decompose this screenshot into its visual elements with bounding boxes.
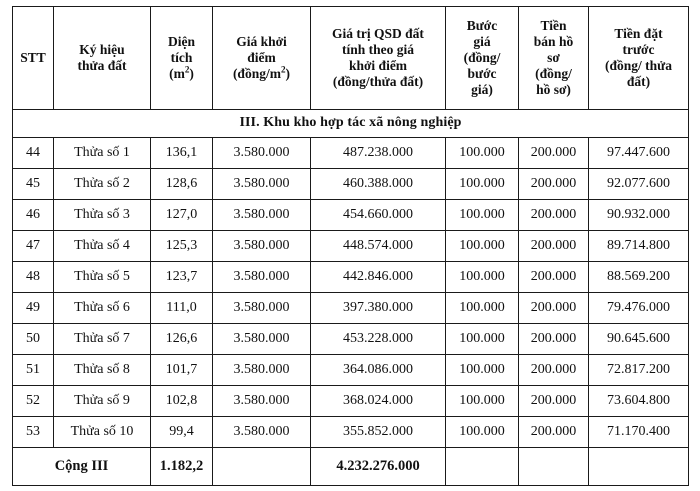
cell-buoc-gia: 100.000	[446, 355, 519, 386]
cell-gia-tri: 442.846.000	[311, 262, 446, 293]
cell-buoc-gia: 100.000	[446, 262, 519, 293]
column-header-gia-tri-qsd-dat	[311, 7, 446, 110]
cell-buoc-gia: 100.000	[446, 138, 519, 169]
cell-gia-khoi-diem: 3.580.000	[213, 386, 311, 417]
cell-buoc-gia: 100.000	[446, 169, 519, 200]
cell-tien-ban-ho-so: 200.000	[519, 262, 589, 293]
total-row	[13, 448, 689, 486]
cell-ky-hieu: Thửa số 6	[54, 293, 151, 324]
cell-stt: 48	[13, 262, 54, 293]
cell-stt: 45	[13, 169, 54, 200]
cell-dien-tich: 123,7	[151, 262, 213, 293]
header-line: $(m^2)$	[169, 64, 194, 81]
cell-gia-khoi-diem: 3.580.000	[213, 138, 311, 169]
total-buoc-gia	[446, 448, 519, 486]
cell-gia-tri: 460.388.000	[311, 169, 446, 200]
cell-stt: 53	[13, 417, 54, 448]
cell-dien-tich: 128,6	[151, 169, 213, 200]
cell-gia-tri: 364.086.000	[311, 355, 446, 386]
cell-ky-hieu: Thửa số 7	[54, 324, 151, 355]
cell-dien-tich: 99,4	[151, 417, 213, 448]
cell-buoc-gia: 100.000	[446, 386, 519, 417]
table-row	[13, 262, 689, 293]
column-header-tien-dat-truoc	[589, 7, 689, 110]
cell-gia-khoi-diem: 3.580.000	[213, 293, 311, 324]
table-row	[13, 200, 689, 231]
cell-tien-ban-ho-so: 200.000	[519, 355, 589, 386]
cell-ky-hieu: Thửa số 10	[54, 417, 151, 448]
cell-tien-dat-truoc: 79.476.000	[589, 293, 689, 324]
header-line: (đồng/	[463, 50, 501, 66]
table-row	[13, 293, 689, 324]
cell-buoc-gia: 100.000	[446, 324, 519, 355]
column-header-dien-tich	[151, 7, 213, 110]
cell-stt: 47	[13, 231, 54, 262]
cell-tien-ban-ho-so: 200.000	[519, 138, 589, 169]
cell-tien-dat-truoc: 97.447.600	[589, 138, 689, 169]
header-line: Bước	[466, 18, 498, 34]
cell-buoc-gia: 100.000	[446, 231, 519, 262]
cell-dien-tich: 126,6	[151, 324, 213, 355]
column-header-buoc-gia	[446, 7, 519, 110]
section-title-row	[13, 110, 689, 138]
cell-tien-dat-truoc: 90.932.000	[589, 200, 689, 231]
table-row	[13, 169, 689, 200]
header-line: sơ	[547, 50, 560, 66]
cell-gia-khoi-diem: 3.580.000	[213, 262, 311, 293]
auction-table-container	[12, 6, 688, 486]
total-gia-tri: 4.232.276.000	[311, 448, 446, 486]
cell-gia-tri: 448.574.000	[311, 231, 446, 262]
table-row	[13, 386, 689, 417]
header-line: tích	[170, 50, 193, 66]
superscript-unit: 2	[184, 64, 190, 75]
cell-ky-hieu: Thửa số 3	[54, 200, 151, 231]
cell-tien-ban-ho-so: 200.000	[519, 324, 589, 355]
cell-ky-hieu: Thửa số 2	[54, 169, 151, 200]
header-line: (đồng/thửa đất)	[332, 73, 424, 89]
cell-stt: 46	[13, 200, 54, 231]
column-header-tien-ban-ho-so	[519, 7, 589, 110]
header-line: khởi điểm	[348, 58, 408, 73]
header-line: trước	[622, 42, 655, 58]
cell-buoc-gia: 100.000	[446, 417, 519, 448]
cell-tien-dat-truoc: 92.077.600	[589, 169, 689, 200]
cell-gia-tri: 355.852.000	[311, 417, 446, 448]
cell-stt: 44	[13, 138, 54, 169]
cell-gia-khoi-diem: 3.580.000	[213, 417, 311, 448]
header-line: Giá trị QSD đất	[332, 26, 424, 42]
header-line: Tiền đặt	[614, 26, 663, 42]
cell-stt: 50	[13, 324, 54, 355]
column-header-gia-khoi-diem	[213, 7, 311, 110]
cell-buoc-gia: 100.000	[446, 200, 519, 231]
section-title: III. Khu kho hợp tác xã nông nghiệp	[13, 110, 689, 138]
table-row	[13, 138, 689, 169]
land-auction-table	[12, 6, 689, 486]
cell-gia-khoi-diem: 3.580.000	[213, 355, 311, 386]
header-line: tính theo giá	[341, 42, 414, 58]
table-row	[13, 324, 689, 355]
table-row	[13, 355, 689, 386]
cell-gia-tri: 487.238.000	[311, 138, 446, 169]
table-row	[13, 417, 689, 448]
header-line: (đồng/	[535, 65, 572, 81]
cell-gia-khoi-diem: 3.580.000	[213, 324, 311, 355]
header-line: giá	[473, 34, 491, 50]
header-line: STT	[20, 50, 46, 66]
cell-dien-tich: 127,0	[151, 200, 213, 231]
cell-gia-tri: 453.228.000	[311, 324, 446, 355]
cell-tien-ban-ho-so: 200.000	[519, 169, 589, 200]
cell-ky-hieu: Thửa số 9	[54, 386, 151, 417]
cell-tien-dat-truoc: 90.645.600	[589, 324, 689, 355]
cell-dien-tich: 136,1	[151, 138, 213, 169]
cell-tien-dat-truoc: 71.170.400	[589, 417, 689, 448]
cell-gia-khoi-diem: 3.580.000	[213, 231, 311, 262]
cell-stt: 51	[13, 355, 54, 386]
header-line: Tiền	[540, 18, 567, 34]
cell-tien-ban-ho-so: 200.000	[519, 417, 589, 448]
cell-ky-hieu: Thửa số 1	[54, 138, 151, 169]
cell-tien-ban-ho-so: 200.000	[519, 386, 589, 417]
header-line: hồ sơ)	[536, 81, 571, 97]
cell-dien-tich: 125,3	[151, 231, 213, 262]
cell-tien-dat-truoc: 88.569.200	[589, 262, 689, 293]
cell-stt: 52	[13, 386, 54, 417]
cell-gia-tri: 368.024.000	[311, 386, 446, 417]
header-line: giá)	[471, 81, 493, 97]
cell-dien-tich: 111,0	[151, 293, 213, 324]
total-tien-ban-ho-so	[519, 448, 589, 486]
header-line: (đồng/ thửa	[605, 58, 672, 73]
cell-tien-ban-ho-so: 200.000	[519, 231, 589, 262]
cell-buoc-gia: 100.000	[446, 293, 519, 324]
header-line: Giá khởi	[236, 34, 287, 50]
header-line: $(đồng/m^2)$	[232, 64, 291, 81]
cell-gia-tri: 397.380.000	[311, 293, 446, 324]
cell-gia-khoi-diem: 3.580.000	[213, 200, 311, 231]
cell-tien-ban-ho-so: 200.000	[519, 293, 589, 324]
table-header	[13, 7, 689, 110]
cell-tien-dat-truoc: 72.817.200	[589, 355, 689, 386]
table-body	[13, 110, 689, 448]
total-label: Cộng III	[13, 448, 151, 486]
header-line: Ký hiệu	[79, 42, 125, 58]
header-line: điểm	[247, 50, 276, 66]
table-row	[13, 231, 689, 262]
cell-dien-tich: 102,8	[151, 386, 213, 417]
total-dien-tich: 1.182,2	[151, 448, 213, 486]
header-line: đất)	[626, 73, 651, 89]
table-footer	[13, 448, 689, 486]
header-line: bán hồ	[533, 34, 574, 50]
header-line: bước	[467, 65, 497, 81]
cell-dien-tich: 101,7	[151, 355, 213, 386]
cell-tien-dat-truoc: 89.714.800	[589, 231, 689, 262]
cell-tien-ban-ho-so: 200.000	[519, 200, 589, 231]
total-gia-khoi-diem	[213, 448, 311, 486]
cell-gia-khoi-diem: 3.580.000	[213, 169, 311, 200]
cell-tien-dat-truoc: 73.604.800	[589, 386, 689, 417]
cell-ky-hieu: Thửa số 5	[54, 262, 151, 293]
header-row	[13, 7, 689, 110]
column-header-stt	[13, 7, 54, 110]
cell-gia-tri: 454.660.000	[311, 200, 446, 231]
header-line: thửa đất	[77, 58, 127, 73]
cell-ky-hieu: Thửa số 4	[54, 231, 151, 262]
cell-stt: 49	[13, 293, 54, 324]
header-line: Diện	[168, 34, 195, 50]
superscript-unit: 2	[280, 64, 286, 75]
cell-ky-hieu: Thửa số 8	[54, 355, 151, 386]
column-header-ky-hieu-thua-dat	[54, 7, 151, 110]
total-tien-dat-truoc	[589, 448, 689, 486]
